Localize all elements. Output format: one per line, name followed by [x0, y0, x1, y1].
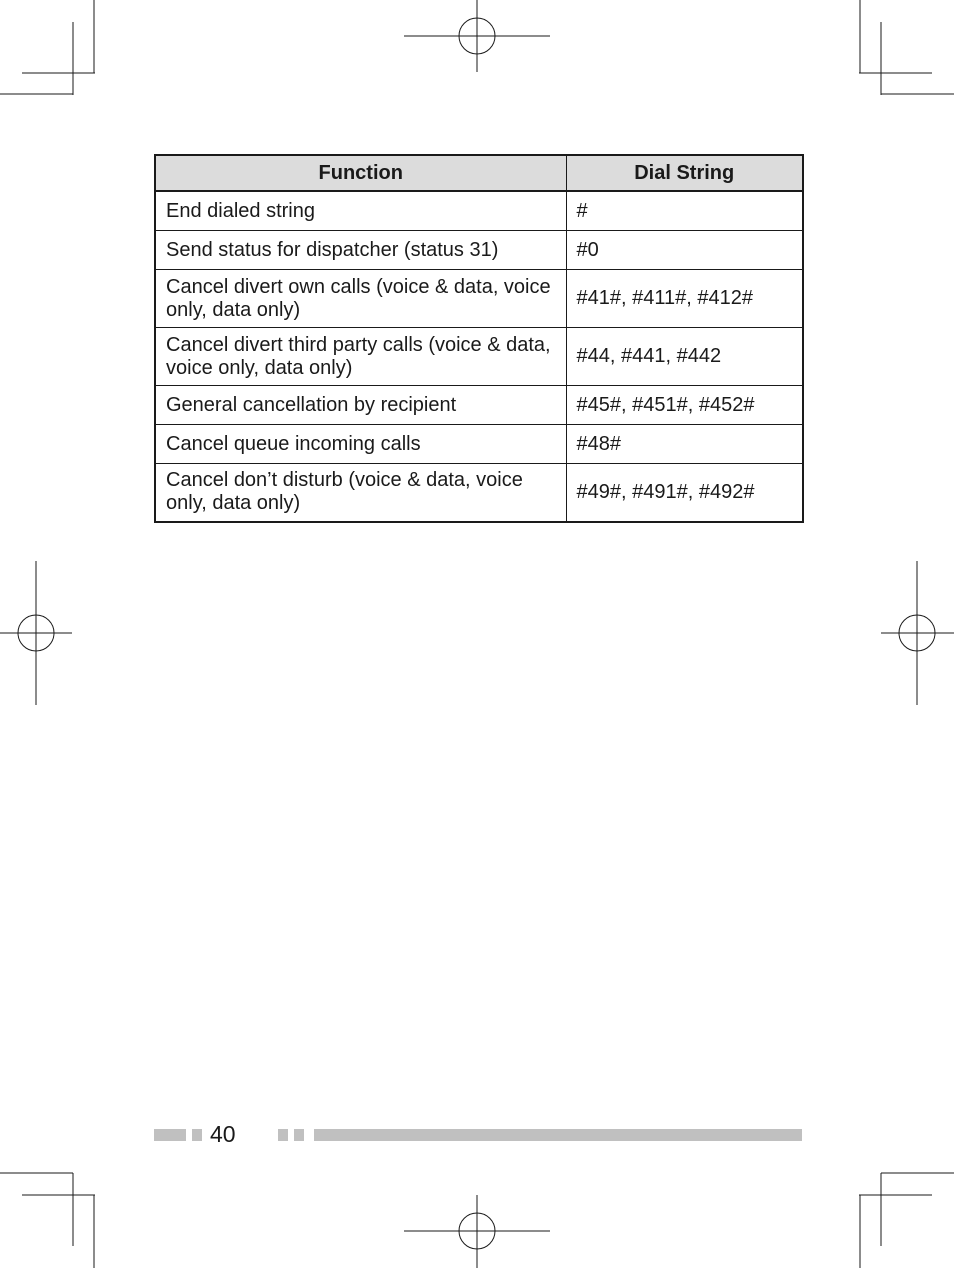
footer-square [294, 1129, 304, 1141]
table-row [155, 270, 803, 328]
dial-string-cell: #45#, #451#, #452# [566, 386, 803, 425]
function-cell: Cancel don’t disturb (voice & data, voice only, data only) [155, 464, 566, 522]
footer-bar-right [314, 1129, 802, 1141]
table-row [155, 386, 803, 425]
table-row [155, 425, 803, 464]
footer-square [278, 1129, 288, 1141]
dial-string-cell: #48# [566, 425, 803, 464]
table-header-row [155, 155, 803, 191]
dial-string-cell: #0 [566, 231, 803, 270]
column-header-dial-string: Dial String [566, 155, 803, 191]
function-cell: End dialed string [155, 191, 566, 231]
column-header-function: Function [155, 155, 566, 191]
table-row [155, 328, 803, 386]
function-cell: Cancel divert own calls (voice & data, voice only, data only) [155, 270, 566, 328]
function-cell: Cancel divert third party calls (voice & data, voice only, data only) [155, 328, 566, 386]
dial-string-cell: #44, #441, #442 [566, 328, 803, 386]
table-row [155, 231, 803, 270]
dial-string-cell: #49#, #491#, #492# [566, 464, 803, 522]
dial-string-cell: #41#, #411#, #412# [566, 270, 803, 328]
function-cell: General cancellation by recipient [155, 386, 566, 425]
function-cell: Send status for dispatcher (status 31) [155, 231, 566, 270]
page-number: 40 [210, 1121, 236, 1147]
dial-string-cell: # [566, 191, 803, 231]
footer-square [192, 1129, 202, 1141]
table-row [155, 464, 803, 522]
table-row [155, 191, 803, 231]
dial-string-table [154, 154, 804, 523]
footer-bar-left [154, 1129, 186, 1141]
function-cell: Cancel queue incoming calls [155, 425, 566, 464]
